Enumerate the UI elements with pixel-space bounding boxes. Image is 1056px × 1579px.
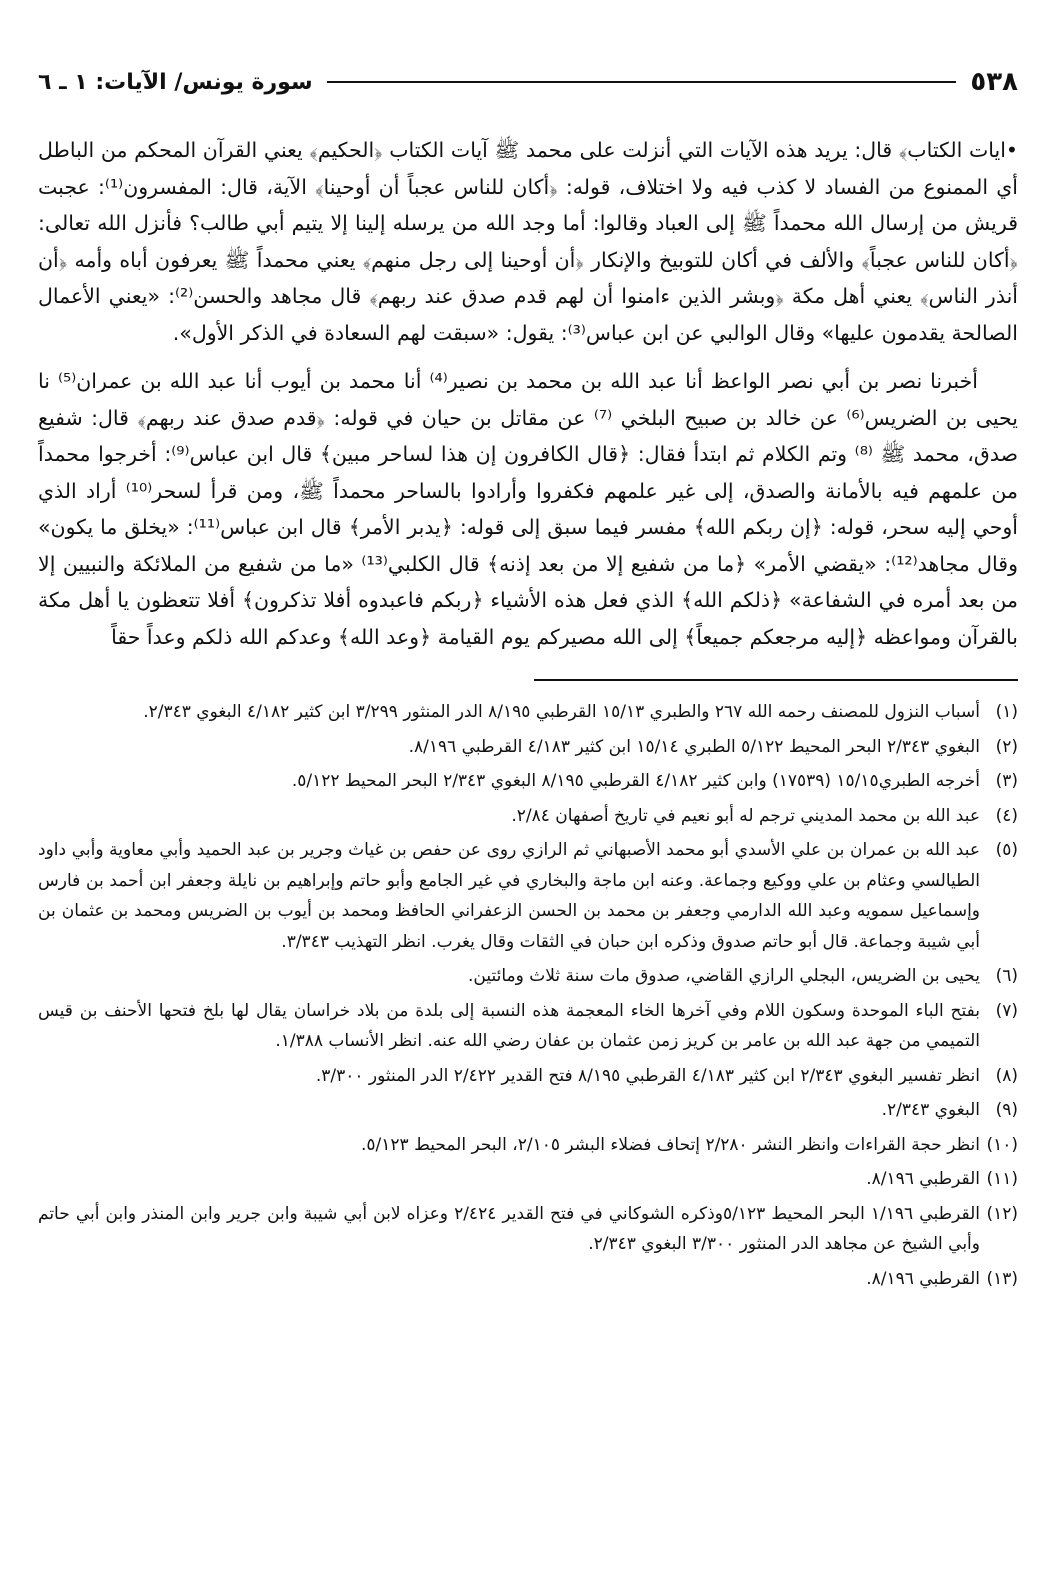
footnote-number: (٧) <box>995 1000 1018 1021</box>
footnote-separator <box>534 679 1018 681</box>
footnote-text: عبد الله بن عمران بن علي الأسدي أبو محمد الأصبهاني ثم الرازي روى عن حفص بن غياث وجرير بن عبد الحميد وأبي معاوية وأبي داود الطيالسي وعثام بن علي ووكيع وجماعة. وعنه ابن ماجة والبخاري في غير الجامع وأبو حاتم وإبراهيم بن نايلة وجعفر ابن أحمد بن فارس وإسماعيل سمويه وعبد الله الدارمي وجعفر بن محمد بن الحسن الزعفراني الحافظ ومحمد بن أيوب بن الضريس ومحمد بن عثمان بن أبي شيبة وجماعة. قال أبو حاتم صدوق وذكره ابن حبان في الثقات وقال يغرب. انظر التهذيب ٣/٣٤٣. <box>38 840 980 952</box>
footnote-text: أسباب النزول للمصنف رحمه الله ٢٦٧ والطبري ١٥/١٣ القرطبي ٨/١٩٥ الدر المنثور ٣/٢٩٩ ابن كثير ٤/١٨٢ البغوي ٢/٣٤٣. <box>143 702 980 722</box>
footnote-text: البغوي ٢/٣٤٣. <box>881 1100 980 1120</box>
footnote <box>38 732 1018 763</box>
footnote-number: (٤) <box>995 805 1018 826</box>
footnote-text: البغوي ٢/٣٤٣ البحر المحيط ٥/١٢٢ الطبري ١٥/١٤ ابن كثير ٤/١٨٣ القرطبي ٨/١٩٦. <box>408 736 980 757</box>
footnote-number: (٨) <box>995 1065 1018 1086</box>
footnote <box>38 1199 1018 1260</box>
footnote <box>38 1095 1018 1126</box>
footnote <box>38 801 1018 832</box>
footnote-text: القرطبي ٨/١٩٦. <box>866 1169 980 1189</box>
footnote-number: (٦) <box>995 966 1018 986</box>
footnote <box>38 766 1018 797</box>
main-text <box>38 132 1018 655</box>
footnote-text: يحيى بن الضريس، البجلي الرازي القاضي، صدوق مات سنة ثلاث ومائتين. <box>468 966 980 986</box>
footnotes-list <box>38 697 1018 1294</box>
footnote-number: (٩) <box>995 1100 1018 1120</box>
footnote-number: (٥) <box>995 840 1018 860</box>
footnote <box>38 835 1018 957</box>
book-page <box>38 60 1018 1560</box>
footnote-text: القرطبي ٨/١٩٦. <box>866 1268 980 1289</box>
footnote-text: عبد الله بن محمد المديني ترجم له أبو نعيم في تاريخ أصفهان ٢/٨٤. <box>511 805 980 826</box>
footnote-number: (٢) <box>995 736 1018 757</box>
footnote-text: انظر تفسير البغوي ٢/٣٤٣ ابن كثير ٤/١٨٣ القرطبي ٨/١٩٥ فتح القدير ٢/٤٢٢ الدر المنثور ٣/٣٠٠. <box>315 1065 980 1086</box>
body-paragraph: أخبرنا نصر بن أبي نصر الواعظ أنا عبد الله بن محمد بن نصير⁽⁴⁾ أنا محمد بن أيوب أنا عبد الله بن عمران⁽⁵⁾ نا يحيى بن الضريس⁽⁶⁾ عن خالد بن صبيح البلخي ⁽⁷⁾ عن مقاتل بن حيان في قوله: ﴿قدم صدق عند ربهم﴾ قال: شفيع صدق، محمد ﷺ ⁽⁸⁾ وتم الكلام ثم ابتدأ فقال: ﴿قال الكافرون إن هذا لساحر مبين﴾ قال ابن عباس⁽⁹⁾: أخرجوا محمداً من علمهم فيه بالأمانة والصدق، إلى غير علمهم فكفروا وأرادوا بالساحر محمداً ﷺ، ومن قرأ لسحر⁽¹⁰⁾ أراد الذي أوحي إليه سحر، قوله: ﴿إن ربكم الله﴾ مفسر فيما سبق إلى قوله: ﴿يدبر الأمر﴾ قال ابن عباس⁽¹¹⁾: «يخلق ما يكون» وقال مجاهد⁽¹²⁾: «يقضي الأمر» ﴿ما من شفيع إلا من بعد إذنه﴾ قال الكلبي⁽¹³⁾ «ما من شفيع من الملائكة والنبيين إلا من بعد أمره في الشفاعة» ﴿ذلكم الله﴾ الذي فعل هذه الأشياء ﴿ربكم فاعبدوه أفلا تذكرون﴾ أفلا تتعظون يا أهل مكة بالقرآن ومواعظه ﴿إليه مرجعكم جميعاً﴾ إلى الله مصيركم يوم القيامة ﴿وعد الله﴾ وعدكم الله ذلكم وعداً حقاً <box>38 369 1019 649</box>
footnote-number: (١٢) <box>986 1203 1018 1224</box>
running-title: سورة يونس/ الآيات: ١ ـ ٦ <box>38 69 313 95</box>
footnote <box>38 1130 1018 1161</box>
footnote-text: بفتح الباء الموحدة وسكون اللام وفي آخرها الخاء المعجمة هذه النسبة إلى بلدة من بلاد خراسان يقال لها بلخ فتحها الأحنف بن قيس التميمي من جهة عبد الله بن عامر بن كريز زمن عثمان بن عفان رضي الله عنه. انظر الأنساب ١/٣٨٨. <box>38 1000 980 1051</box>
footnote-text: أخرجه الطبري١٥/١٥ (١٧٥٣٩) وابن كثير ٤/١٨٢ القرطبي ٨/١٩٥ البغوي ٢/٣٤٣ البحر المحيط ٥/١٢٢. <box>291 771 980 791</box>
footnote-text: انظر حجة القراءات وانظر النشر ٢/٢٨٠ إتحاف فضلاء البشر ٢/١٠٥، البحر المحيط ٥/١٢٣. <box>361 1134 980 1155</box>
footnote <box>38 1061 1018 1092</box>
header-rule <box>327 81 957 83</box>
footnote <box>38 961 1018 992</box>
footnote <box>38 996 1018 1057</box>
footnote <box>38 697 1018 728</box>
footnote-number: (١) <box>995 702 1018 722</box>
running-header <box>38 60 1018 104</box>
footnote-number: (٣) <box>995 771 1018 791</box>
footnote <box>38 1164 1018 1195</box>
footnote-number: (١١) <box>986 1169 1018 1189</box>
footnote-number: (١٠) <box>986 1134 1018 1155</box>
footnote-text: القرطبي ١/١٩٦ البحر المحيط ٥/١٢٣وذكره الشوكاني في فتح القدير ٢/٤٢٤ وعزاه لابن أبي شيبة وابن جرير وابن المنذر وابن أبي حاتم وأبي الشيخ عن مجاهد الدر المنثور ٣/٣٠٠ البغوي ٢/٣٤٣. <box>38 1203 980 1254</box>
footnote-number: (١٣) <box>986 1268 1018 1289</box>
footnote <box>38 1264 1018 1295</box>
body-paragraph: •ايات الكتاب﴾ قال: يريد هذه الآيات التي أنزلت على محمد ﷺ آيات الكتاب ﴿الحكيم﴾ يعني القرآن المحكم من الباطل أي الممنوع من الفساد لا كذب فيه ولا اختلاف، قوله: ﴿أكان للناس عجباً أن أوحينا﴾ الآية، قال: المفسرون⁽¹⁾: عجبت قريش من إرسال الله محمداً ﷺ إلى العباد وقالوا: أما وجد الله من يرسله إلينا إلا يتيم أبي طالب؟ فأنزل الله تعالى: ﴿أكان للناس عجباً﴾ والألف في أكان للتوبيخ والإنكار ﴿أن أوحينا إلى رجل منهم﴾ يعني محمداً ﷺ يعرفون أباه وأمه ﴿أن أنذر الناس﴾ يعني أهل مكة ﴿وبشر الذين ءامنوا أن لهم قدم صدق عند ربهم﴾ قال مجاهد والحسن⁽²⁾: «يعني الأعمال الصالحة يقدمون عليها» وقال الوالبي عن ابن عباس⁽³⁾: يقول: «سبقت لهم السعادة في الذكر الأول». <box>38 138 1018 345</box>
page-number: ٥٣٨ <box>970 67 1018 97</box>
